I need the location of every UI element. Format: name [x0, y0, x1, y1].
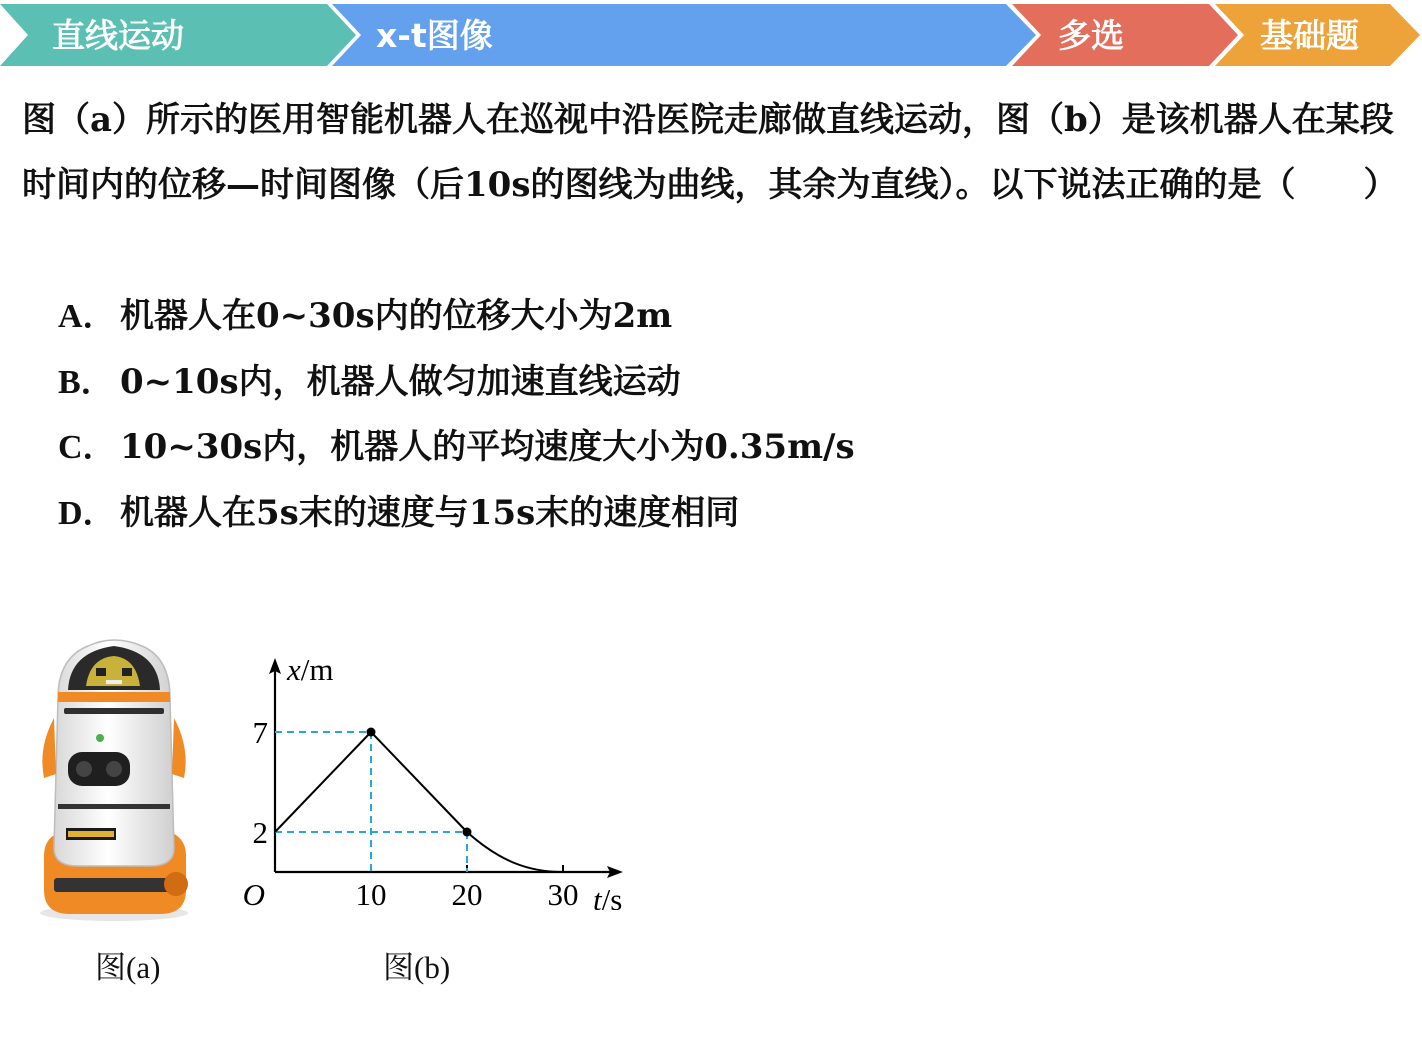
header-banner [0, 0, 1422, 70]
figure-b-caption: 图(b) [383, 950, 451, 985]
x-tick-label: 30 [547, 877, 579, 910]
option-text: 机器人在0~30s内的位移大小为2m [120, 296, 673, 336]
option-b[interactable] [58, 350, 855, 416]
figure-a-caption: 图(a) [95, 950, 161, 985]
tag-question-type: 多选 [1058, 16, 1124, 55]
series-line-segment [371, 732, 467, 832]
x-tick-label: 10 [355, 877, 387, 910]
option-letter: B． [58, 363, 115, 401]
series-line-segment [275, 732, 371, 832]
option-c[interactable] [58, 415, 855, 481]
question-text: 图（a）所示的医用智能机器人在巡视中沿医院走廊做直线运动，图（b）是该机器人在某段时间内的位移—时间图像（后10s的图线为曲线，其余为直线）。以下说法正确的是（ ） [22, 100, 1398, 205]
tag-subtopic: x-t图像 [376, 16, 493, 55]
origin-label: O [242, 877, 265, 910]
robot-illustration [30, 628, 195, 927]
x-axis-label: t/s [593, 882, 623, 910]
xt-chart [235, 650, 645, 914]
y-axis-label: x/m [287, 652, 334, 687]
tag-difficulty: 基础题 [1260, 16, 1359, 55]
options-list [58, 284, 855, 546]
banner-shapes [0, 0, 1422, 70]
series-curve-segment [467, 832, 563, 872]
option-text: 机器人在5s末的速度与15s末的速度相同 [120, 492, 740, 533]
option-text: 0~10s内，机器人做匀加速直线运动 [120, 361, 681, 402]
x-tick-label: 20 [451, 877, 483, 910]
tag-shape-type [1010, 4, 1238, 66]
y-tick-label: 2 [252, 815, 268, 850]
tag-topic: 直线运动 [52, 16, 184, 55]
option-d[interactable] [58, 481, 855, 547]
xt-chart-svg [235, 650, 645, 910]
option-letter: A． [58, 298, 117, 335]
option-letter: C． [58, 429, 117, 466]
data-point [463, 828, 472, 837]
option-a[interactable] [58, 284, 855, 350]
data-point [367, 728, 376, 737]
y-tick-label: 7 [252, 715, 268, 750]
option-text: 10~30s内，机器人的平均速度大小为0.35m/s [120, 427, 855, 467]
option-letter: D． [58, 494, 117, 532]
